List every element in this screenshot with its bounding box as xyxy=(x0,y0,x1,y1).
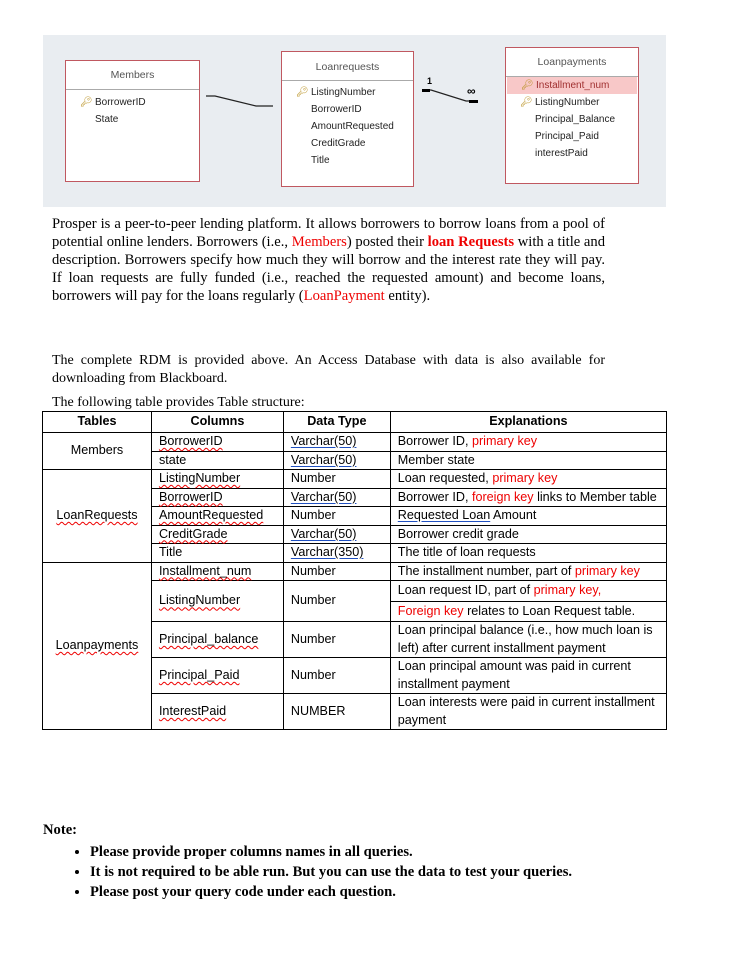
table-row: Loanpayments Installment_num Number The installment number, part of primary key xyxy=(43,562,667,581)
table-intro: The following table provides Table structure: xyxy=(52,395,305,410)
field: Principal_Balance xyxy=(535,114,616,125)
table-row: Principal_Paid Number Loan principal amount was paid in current installment payment xyxy=(43,658,667,694)
field: Title xyxy=(311,155,330,166)
entity-title: Loanrequests xyxy=(282,52,413,81)
table-row: Title Varchar(350) The title of loan requests xyxy=(43,544,667,563)
table-row: ListingNumber Number Loan request ID, part of primary key, Foreign key relates to Loan Request table. xyxy=(43,581,667,622)
table-row: Principal_balance Number Loan principal balance (i.e., how much loan is left) after current installment payment xyxy=(43,622,667,658)
table-row: InterestPaid NUMBER Loan interests were paid in current installment payment xyxy=(43,694,667,730)
table-row: BorrowerID Varchar(50) Borrower ID, foreign key links to Member table xyxy=(43,488,667,507)
table-row: CreditGrade Varchar(50) Borrower credit grade xyxy=(43,525,667,544)
note-item: • It is not required to be able run. But you can use the data to test your queries. xyxy=(90,862,572,882)
relationship-diagram xyxy=(43,35,666,207)
field: State xyxy=(95,114,119,125)
note-item: • Please provide proper columns names in all queries. xyxy=(90,842,572,862)
key-icon: 🔑︎ xyxy=(521,80,534,91)
many-cardinality: ∞ xyxy=(467,84,476,98)
relationship-lines xyxy=(43,35,666,207)
note-label: Note: xyxy=(43,822,78,838)
intro-paragraph: Prosper is a peer-to-peer lending platform. It allows borrowers to borrow loans from a pool of potential online lenders. Borrowers (i.e., Members) posted their loan Requests with a title and description. Borrowers specify how much they will borrow and the interest rate they will pay. If loan requests are fully funded (i.e., reached the requested amount) and become loans, borrowers will pay for the loans regularly (LoanPayment entity). xyxy=(52,216,605,304)
entity-title: Members xyxy=(66,61,199,90)
table-row: Members BorrowerID Varchar(50) Borrower ID, primary key xyxy=(43,433,667,452)
field: AmountRequested xyxy=(311,121,394,132)
field: 🔑︎ ListingNumber xyxy=(506,94,638,111)
key-icon: 🔑︎ xyxy=(296,87,309,98)
field: interestPaid xyxy=(535,148,588,159)
key-icon: 🔑︎ xyxy=(80,97,93,108)
field: Principal_Paid xyxy=(535,131,599,142)
table-row: state Varchar(50) Member state xyxy=(43,451,667,470)
table-row: LoanRequests ListingNumber Number Loan requested, primary key xyxy=(43,470,667,489)
header-row: Tables Columns Data Type Explanations xyxy=(43,412,667,433)
field: CreditGrade xyxy=(311,138,366,149)
field: 🔑︎ BorrowerID xyxy=(66,94,199,111)
field: BorrowerID xyxy=(311,104,362,115)
key-icon: 🔑︎ xyxy=(520,97,533,108)
entity-title: Loanpayments xyxy=(506,48,638,77)
note-list xyxy=(62,842,572,902)
table-row: AmountRequested Number Requested Loan Amount xyxy=(43,507,667,526)
note-item: • Please post your query code under each question. xyxy=(90,882,572,902)
table-structure xyxy=(42,411,667,730)
rdm-paragraph: The complete RDM is provided above. An Access Database with data is also available for downloading from Blackboard. xyxy=(52,353,605,386)
field-selected: 🔑︎ Installment_num xyxy=(507,77,637,94)
field: 🔑︎ ListingNumber xyxy=(282,84,413,101)
one-cardinality: 1 xyxy=(427,76,433,86)
